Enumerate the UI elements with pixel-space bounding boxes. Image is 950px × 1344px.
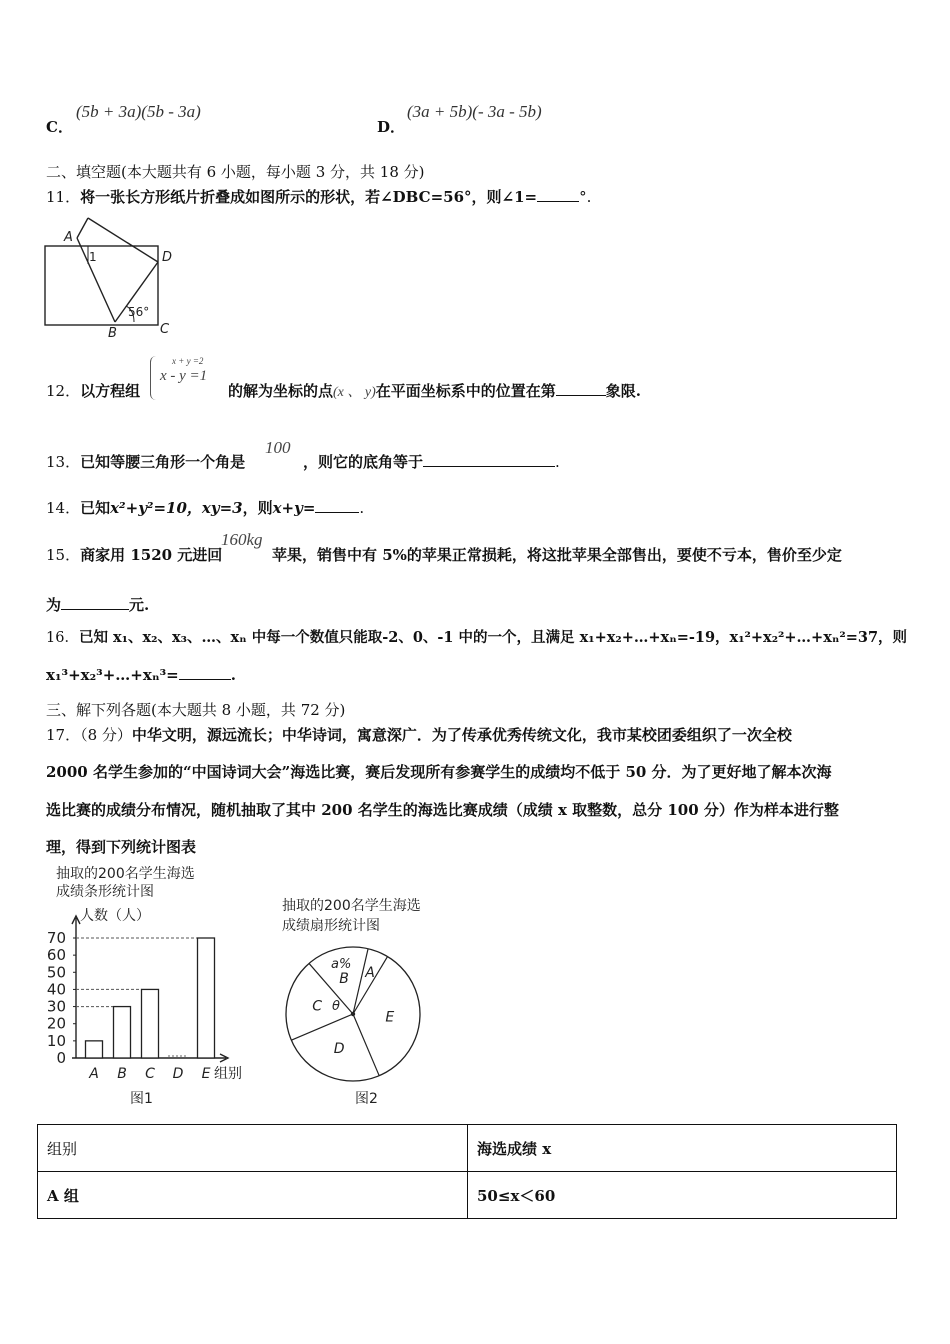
question-16-text: 已知 x₁、x₂、x₃、…、xₙ 中每一个数值只能取-2、0、-1 中的一个，且满足 x₁+x₂+…+xₙ=-19，x₁²+x₂²+…+xₙ²=37，则: [78, 629, 908, 646]
answer-blank: [315, 498, 359, 513]
pie-slice-label-a: A: [365, 964, 375, 981]
table-header-row: [38, 1125, 897, 1172]
question-13: [46, 451, 245, 473]
answer-blank: [556, 381, 606, 396]
category-label-c: C: [145, 1066, 155, 1082]
option-d-label: D．: [377, 118, 406, 136]
bar-c: [142, 989, 159, 1058]
label-b: B: [108, 326, 117, 338]
flap-edge-2: [88, 218, 158, 262]
bar-chart: [38, 862, 263, 1112]
answer-blank: [179, 665, 231, 680]
question-number: 14．: [46, 499, 81, 517]
category-label-d: D: [172, 1066, 184, 1082]
question-14-text: 已知: [80, 499, 111, 517]
question-15-text-c: 为: [46, 596, 62, 614]
question-17-line-4: 理，得到下列统计图表: [46, 838, 197, 856]
question-number: 17．: [46, 726, 81, 744]
category-label-e: E: [201, 1066, 211, 1082]
figure-1-caption: 图1: [130, 1091, 153, 1107]
pie-chart-title-line-1: 抽取的200名学生海选: [282, 898, 421, 914]
question-12: [46, 380, 140, 402]
question-14-tail: .: [359, 499, 365, 517]
question-15: [46, 544, 222, 566]
table-header-group: 组别: [38, 1125, 468, 1172]
option-c-expression: (5b + 3a)(5b - 3a): [76, 102, 201, 121]
answer-blank: [537, 187, 579, 202]
question-12-text-b: 的解为坐标的点: [228, 382, 334, 400]
pie-center: [351, 1012, 355, 1016]
question-15-text: 商家用 1520 元进回: [80, 546, 223, 564]
question-12-text: 以方程组: [80, 382, 141, 400]
y-tick-label: 10: [46, 1031, 66, 1050]
figure-2-caption: 图2: [355, 1091, 378, 1107]
expression-sum-squares: x²+y²=10，xy=3: [110, 499, 243, 517]
point-xy: (x 、 y): [333, 385, 376, 400]
label-d: D: [162, 250, 173, 265]
y-tick-label: 50: [46, 963, 66, 982]
table-header-score: 海选成绩 x: [468, 1125, 897, 1172]
question-number: 15．: [46, 546, 81, 564]
alpha-percent-label: a%: [331, 957, 352, 972]
pie-slice-label-e: E: [385, 1009, 395, 1026]
question-15-line-2: [46, 594, 149, 616]
equation-2: x - y =1: [160, 368, 208, 384]
system-brace: [150, 356, 157, 400]
bar-a: [86, 1041, 103, 1058]
option-d-expression: (3a + 5b)(- 3a - 5b): [407, 102, 542, 121]
x-axis-label: 组别: [214, 1066, 242, 1082]
option-c-label: C．: [46, 118, 73, 136]
bar-e: [198, 938, 215, 1058]
pie-slice-label-c: C: [312, 998, 322, 1015]
question-16-tail: .: [230, 666, 236, 684]
mass-160kg: 160kg: [221, 530, 263, 549]
question-11: [46, 186, 591, 208]
question-15-text-b: 苹果，销售中有 5%的苹果正常损耗，将这批苹果全部售出，要使不亏本，售价至少定: [272, 546, 842, 564]
pie-chart-title-line-2: 成绩扇形统计图: [282, 918, 380, 934]
table-row: [38, 1172, 897, 1219]
equation-1: x + y =2: [172, 356, 204, 366]
question-17-score: （8 分）: [80, 726, 132, 744]
question-17-line-2: 2000 名学生参加的“中国诗词大会”海选比赛，赛后发现所有参赛学生的成绩均不低于 50 分．为了更好地了解本次海: [46, 763, 832, 781]
question-17-line-3: 选比赛的成绩分布情况，随机抽取了其中 200 名学生的海选比赛成绩（成绩 x 取整数，总分 100 分）作为样本进行整: [46, 801, 839, 819]
question-12-line: [228, 380, 641, 404]
section-3-title: 三、解下列各题(本大题共 8 小题，共 72 分): [46, 701, 346, 719]
table-cell-range: 50≤x＜60: [468, 1172, 897, 1219]
pie-slice-label-b: B: [339, 971, 349, 988]
question-17-text-1: 中华文明，源远流长；中华诗词，寓意深广．为了传承优秀传统文化，我市某校团委组织了一次全校: [131, 726, 792, 744]
y-axis-label: 人数（人）: [80, 908, 150, 924]
question-14: [46, 497, 364, 519]
label-56-degrees: 56°: [128, 305, 150, 319]
question-15-line-1: [272, 544, 842, 566]
label-angle-1: 1: [89, 250, 97, 264]
label-a: A: [64, 230, 73, 245]
question-11-tail: °.: [579, 188, 592, 206]
y-tick-label: 40: [46, 980, 66, 999]
category-label-b: B: [117, 1066, 127, 1082]
question-11-text: 将一张长方形纸片折叠成如图所示的形状，若∠DBC=56°，则∠1=: [80, 188, 538, 206]
y-tick-label: 20: [46, 1014, 66, 1033]
section-2-title: 二、填空题(本大题共有 6 小题，每小题 3 分，共 18 分): [46, 163, 425, 181]
question-16-expression: x₁³+x₂³+…+xₙ³=: [46, 666, 179, 684]
question-16-line-2: [46, 664, 236, 686]
table-cell-group: A 组: [38, 1172, 468, 1219]
y-tick-label: 0: [56, 1049, 66, 1067]
question-number: 12．: [46, 382, 81, 400]
score-group-table: [37, 1124, 897, 1219]
expression-x-plus-y: x+y=: [272, 499, 316, 517]
question-number: 16．: [46, 630, 79, 646]
bar-b: [114, 1007, 131, 1058]
question-14-text-b: ，则: [242, 499, 273, 517]
question-12-text-c: 在平面坐标系中的位置在第: [375, 382, 556, 400]
theta-label: θ: [332, 999, 340, 1014]
question-13-tail: .: [555, 453, 560, 471]
bar-chart-title-line-2: 成绩条形统计图: [56, 884, 154, 900]
question-13-text-b: ，则它的底角等于: [303, 453, 424, 471]
y-tick-label: 30: [46, 997, 66, 1016]
pie-slice-label-d: D: [333, 1041, 345, 1058]
pie-chart: [276, 892, 451, 1110]
question-13-text: 已知等腰三角形一个角是: [80, 453, 246, 471]
y-tick-label: 60: [46, 946, 66, 965]
answer-blank: [423, 452, 555, 467]
question-16-line-1: [46, 627, 907, 649]
fold-figure: [40, 214, 185, 338]
question-number: 11．: [46, 188, 81, 206]
category-label-a: A: [89, 1066, 99, 1082]
angle-100: 100: [265, 438, 291, 457]
question-15-text-d: 元.: [129, 596, 150, 614]
answer-blank: [61, 595, 129, 610]
y-tick-label: 70: [46, 929, 66, 947]
flap-edge-1: [77, 218, 88, 238]
question-number: 13．: [46, 453, 81, 471]
label-c: C: [160, 322, 170, 337]
question-13-line: [303, 451, 560, 473]
question-17-line-1: [46, 724, 792, 746]
question-12-text-d: 象限.: [605, 382, 642, 400]
bar-chart-title-line-1: 抽取的200名学生海选: [56, 866, 195, 882]
